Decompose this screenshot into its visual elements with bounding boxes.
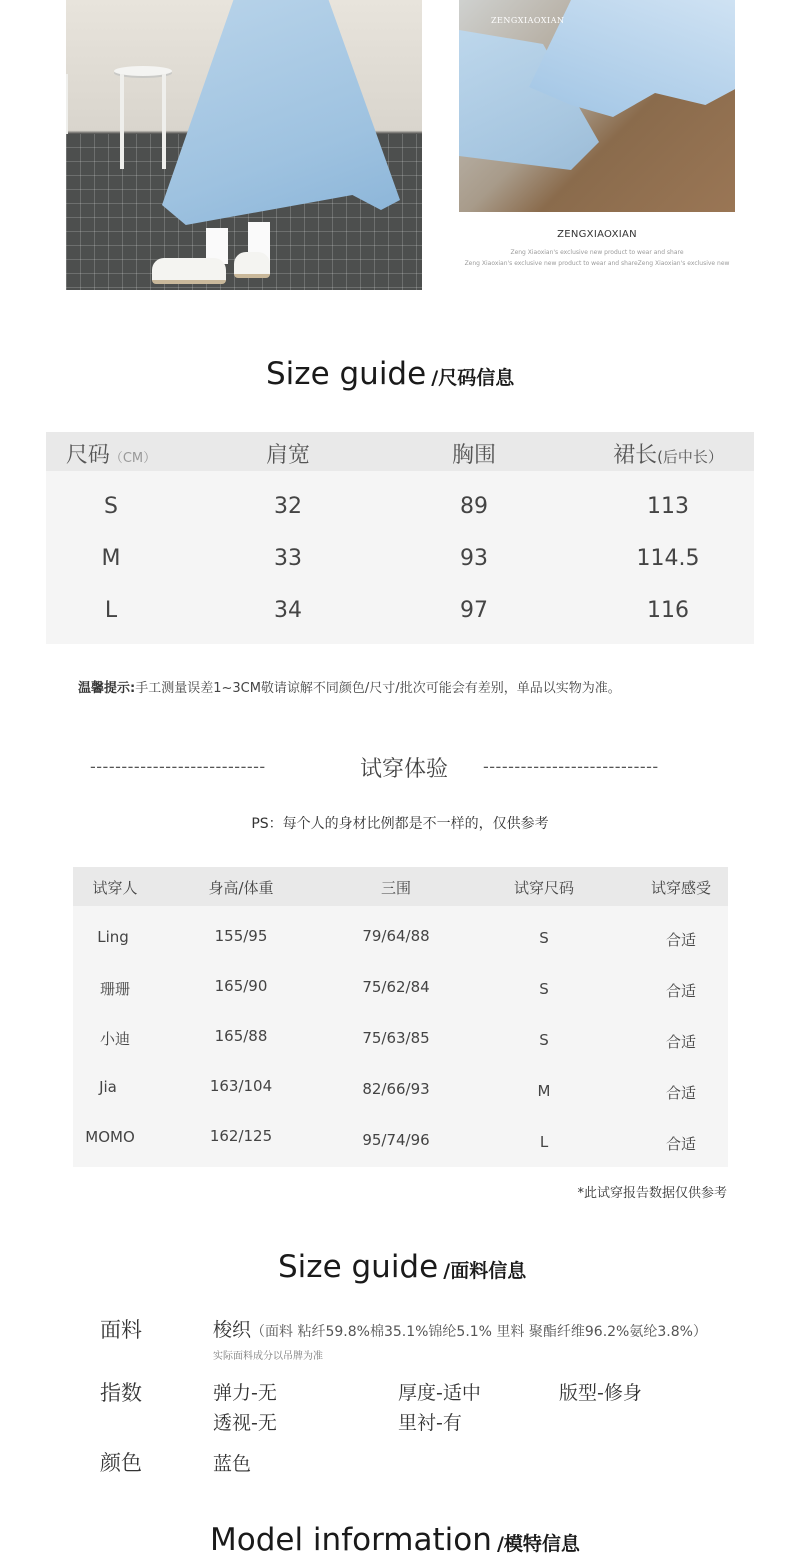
brand-tagline-repeat: Zeng Xiaoxian's exclusive new product to wear and shareZeng Xiaoxian's exclusive new xyxy=(464,260,730,267)
header-feeling: 试穿感受 xyxy=(650,879,711,897)
height-weight-cell: 155/95 xyxy=(214,927,268,945)
feeling-cell: 合适 xyxy=(665,982,696,1000)
material-value xyxy=(213,1315,707,1342)
index-lining: 里衬-有 xyxy=(398,1412,462,1434)
tip-text: 手工测量误差1~3CM敬请谅解不同颜色/尺寸/批次可能会有差别，单品以实物为准。 xyxy=(135,681,621,696)
measurements-cell: 79/64/88 xyxy=(362,927,430,945)
feeling-cell: 合适 xyxy=(665,1084,696,1102)
feeling-cell: 合适 xyxy=(665,931,696,949)
size-cell: M xyxy=(101,546,121,571)
trial-table-header xyxy=(73,867,728,906)
sneaker xyxy=(234,252,270,278)
size-guide-heading xyxy=(266,356,514,392)
index-elasticity: 弹力-无 xyxy=(213,1382,277,1404)
length-cell: 113 xyxy=(647,494,689,519)
tip-label: 温馨提示: xyxy=(78,681,136,696)
size-cell: S xyxy=(539,929,549,947)
divider-right: ---------------------------- xyxy=(483,757,659,776)
product-photo-detail xyxy=(459,0,735,212)
product-photo-model xyxy=(66,0,422,290)
material-label: 面料 xyxy=(100,1318,142,1342)
size-table-header xyxy=(46,432,754,471)
size-cell: M xyxy=(537,1082,551,1100)
size-guide-title-en: Size guide xyxy=(266,356,427,392)
material-detail: （面料 粘纤59.8%棉35.1%锦纶5.1% 里料 聚酯纤维96.2%氨纶3.8%） xyxy=(251,1324,707,1340)
fabric-title-en: Size guide xyxy=(278,1249,439,1285)
material-note: 实际面料成分以吊牌为准 xyxy=(213,1351,323,1362)
stool-leg xyxy=(120,74,124,169)
bust-cell: 89 xyxy=(460,494,488,519)
index-transparency: 透视-无 xyxy=(213,1412,277,1434)
trial-table xyxy=(73,867,728,1167)
shoulder-cell: 33 xyxy=(274,546,302,571)
tester-cell: Ling xyxy=(97,928,129,946)
divider-left: ---------------------------- xyxy=(90,757,266,776)
shoulder-cell: 34 xyxy=(274,598,302,623)
model-title-en: Model information xyxy=(210,1522,492,1558)
height-weight-cell: 163/104 xyxy=(209,1077,273,1095)
measurements-cell: 82/66/93 xyxy=(362,1080,430,1098)
size-cell: S xyxy=(104,494,118,519)
header-trial-size: 试穿尺码 xyxy=(513,879,574,897)
color-label: 颜色 xyxy=(100,1451,142,1475)
size-tip xyxy=(78,677,621,696)
stool-leg xyxy=(66,74,68,134)
header-height-weight: 身高/体重 xyxy=(208,879,274,897)
feeling-cell: 合适 xyxy=(665,1033,696,1051)
trial-title: 试穿体验 xyxy=(359,757,448,782)
size-guide-title-cn: /尺码信息 xyxy=(431,367,515,389)
measurements-cell: 75/62/84 xyxy=(362,978,430,996)
height-weight-cell: 162/125 xyxy=(209,1127,273,1145)
fabric-title-cn: /面料信息 xyxy=(443,1260,527,1282)
model-heading xyxy=(210,1522,580,1558)
sneaker xyxy=(152,258,226,284)
feeling-cell: 合适 xyxy=(665,1135,696,1153)
header-length: 裙长(后中长） xyxy=(613,443,723,468)
header-tester: 试穿人 xyxy=(92,879,138,897)
height-weight-cell: 165/90 xyxy=(214,977,268,995)
measurements-cell: 95/74/96 xyxy=(362,1131,430,1149)
size-cell: L xyxy=(104,598,118,623)
color-value: 蓝色 xyxy=(213,1453,252,1475)
measurements-cell: 75/63/85 xyxy=(362,1029,430,1047)
header-measurements: 三围 xyxy=(380,879,411,897)
height-weight-cell: 165/88 xyxy=(214,1027,268,1045)
brand-tagline: Zeng Xiaoxian's exclusive new product to wear and share xyxy=(510,249,684,256)
header-shoulder: 肩宽 xyxy=(265,443,310,468)
header-bust: 胸围 xyxy=(451,443,496,468)
tester-cell: 小迪 xyxy=(99,1030,130,1048)
fabric-heading xyxy=(278,1249,526,1285)
tester-cell: MOMO xyxy=(85,1128,135,1146)
bust-cell: 97 xyxy=(460,598,488,623)
stool-leg xyxy=(162,74,166,169)
bust-cell: 93 xyxy=(460,546,488,571)
length-cell: 114.5 xyxy=(636,546,700,571)
index-thickness: 厚度-适中 xyxy=(398,1382,481,1404)
size-cell: S xyxy=(539,1031,549,1049)
header-size: 尺码（CM） xyxy=(65,443,157,468)
photo-watermark: ZENGXIAOXIAN xyxy=(491,16,565,25)
size-cell: L xyxy=(539,1133,549,1151)
index-fit: 版型-修身 xyxy=(559,1382,642,1404)
brand-name: ZENGXIAOXIAN xyxy=(557,229,637,240)
model-title-cn: /模特信息 xyxy=(496,1533,580,1555)
size-cell: S xyxy=(539,980,549,998)
trial-ps: PS：每个人的身材比例都是不一样的，仅供参考 xyxy=(251,816,549,832)
trial-note: *此试穿报告数据仅供参考 xyxy=(577,1186,727,1201)
tester-cell: 珊珊 xyxy=(99,980,130,998)
tester-cell: Jia xyxy=(99,1078,117,1096)
length-cell: 116 xyxy=(647,598,689,623)
shoulder-cell: 32 xyxy=(274,494,302,519)
material-main: 梭织 xyxy=(213,1319,252,1341)
index-label: 指数 xyxy=(100,1381,142,1405)
size-table xyxy=(46,432,754,644)
